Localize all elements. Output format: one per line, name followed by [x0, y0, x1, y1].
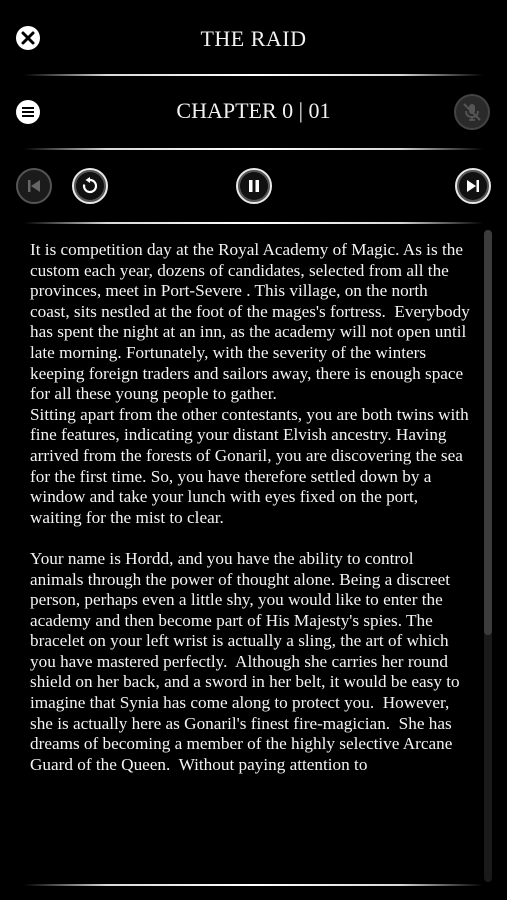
divider-controls [24, 222, 483, 224]
divider-middle [24, 148, 483, 150]
pause-button[interactable] [236, 168, 272, 204]
replay-button[interactable] [72, 168, 108, 204]
chapter-label: CHAPTER 0 | 01 [176, 98, 331, 123]
divider-top [24, 74, 483, 76]
previous-button[interactable] [16, 168, 52, 204]
mute-narration-button[interactable] [454, 94, 490, 130]
story-paragraph: It is competition day at the Royal Academy of Magic. As is the custom each year, dozens of candidates, selected from all the provinces, meet in Port-Severe . This village, on the north coast, sits nestled at the foot of the mages's fortress. Everybody has spent the night at an inn, as the academy will not open until late morning. Fortunately, with the severity of the winters keeping foreign traders and sailors away, there is enough space for all these young people to gather. [30, 240, 475, 404]
replay-icon [81, 177, 99, 195]
skip-previous-icon [26, 178, 42, 194]
divider-bottom [24, 884, 483, 886]
story-paragraph-blank [30, 528, 470, 549]
story-paragraph: Your name is Hordd, and you have the ability to control animals through the power of thought alone. Being a discreet person, perhaps even a little shy, you would like to enter the academy and then become part of His Majesty's spies. The bracelet on your left wrist is actually a sling, the art of which you have mastered perfectly. Although she carries her round shield on her back, and a sword in her belt, it would be easy to imagine that Synia has come along to protect you. However, she is actually here as Gonaril's finest fire-magician. She has dreams of becoming a member of the highly selective Arcane Guard of the Queen. Without paying attention to [30, 548, 464, 774]
story-paragraph: Sitting apart from the other contestants, you are both twins with fine features, indicating your distant Elvish ancestry. Having arrived from the forests of Gonaril, you are discovering the sea for the first time. So, you have therefore settled down by a window and take your lunch with eyes fixed on the port, waiting for the mist to clear. [30, 404, 473, 527]
story-scrollbar[interactable] [484, 230, 492, 882]
title-bar [0, 0, 507, 75]
skip-next-icon [465, 178, 481, 194]
scrollbar-thumb[interactable] [484, 230, 492, 635]
story-text [30, 240, 475, 874]
next-button[interactable] [455, 168, 491, 204]
microphone-muted-icon [461, 101, 483, 123]
page-title: THE RAID [200, 26, 307, 51]
pause-icon [247, 179, 261, 193]
